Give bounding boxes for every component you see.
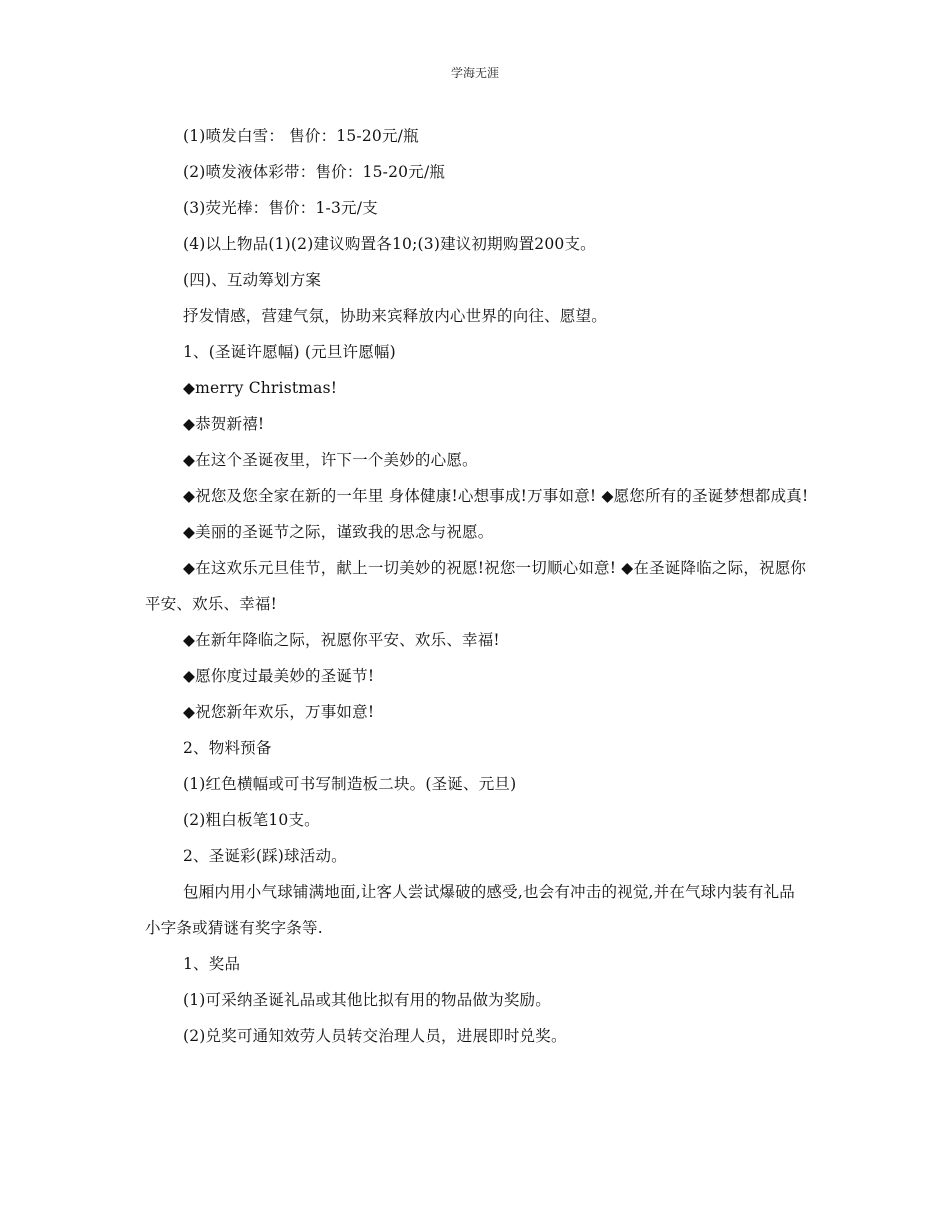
wish-item: ◆美丽的圣诞节之际，谨致我的思念与祝愿。: [183, 523, 494, 541]
paragraph: (4)以上物品(1)(2)建议购置各10;(3)建议初期购置200支。: [183, 235, 596, 253]
section-heading: (四)、互动筹划方案: [183, 271, 322, 289]
paragraph: (1)可采纳圣诞礼品或其他比拟有用的物品做为奖励。: [183, 991, 551, 1009]
wish-item: ◆在这欢乐元旦佳节，献上一切美妙的祝愿!祝您一切顺心如意! ◆在圣诞降临之际，祝愿你平安、欢乐、幸福!: [145, 559, 807, 613]
sub-heading: 2、物料预备: [183, 739, 272, 757]
paragraph: (2)粗白板笔10支。: [183, 811, 320, 829]
wish-item: ◆merry Christmas!: [183, 379, 338, 397]
wish-item: ◆恭贺新禧!: [183, 415, 265, 433]
document-body: [145, 118, 810, 1054]
paragraph: (1)红色横幅或可书写制造板二块。(圣诞、元旦): [183, 775, 517, 793]
wish-item: ◆愿你度过最美妙的圣诞节!: [183, 667, 375, 685]
paragraph: 抒发情感，营建气氛，协助来宾释放内心世界的向往、愿望。: [183, 307, 607, 325]
paragraph: (1)喷发白雪： 售价：15-20元/瓶: [183, 127, 419, 145]
page-header: 学海无涯: [450, 66, 499, 80]
paragraph: (2)喷发液体彩带：售价：15-20元/瓶: [183, 163, 446, 181]
paragraph: 包厢内用小气球铺满地面,让客人尝试爆破的感受,也会有冲击的视觉,并在气球内装有礼品小字条或猜谜有奖字条等.: [145, 883, 795, 937]
sub-heading: 1、(圣诞许愿幅) (元旦许愿幅): [183, 343, 396, 361]
wish-item: ◆祝您新年欢乐，万事如意!: [183, 703, 375, 721]
paragraph: (2)兑奖可通知效劳人员转交治理人员，进展即时兑奖。: [183, 1027, 567, 1045]
sub-heading: 2、圣诞彩(踩)球活动。: [183, 847, 347, 865]
wish-item: ◆祝您及您全家在新的一年里 身体健康!心想事成!万事如意! ◆愿您所有的圣诞梦想都成真!: [183, 487, 809, 505]
paragraph: (3)荧光棒：售价：1-3元/支: [183, 199, 378, 217]
sub-heading: 1、奖品: [183, 955, 241, 973]
wish-item: ◆在这个圣诞夜里，许下一个美妙的心愿。: [183, 451, 478, 469]
wish-item: ◆在新年降临之际，祝愿你平安、欢乐、幸福!: [183, 631, 500, 649]
